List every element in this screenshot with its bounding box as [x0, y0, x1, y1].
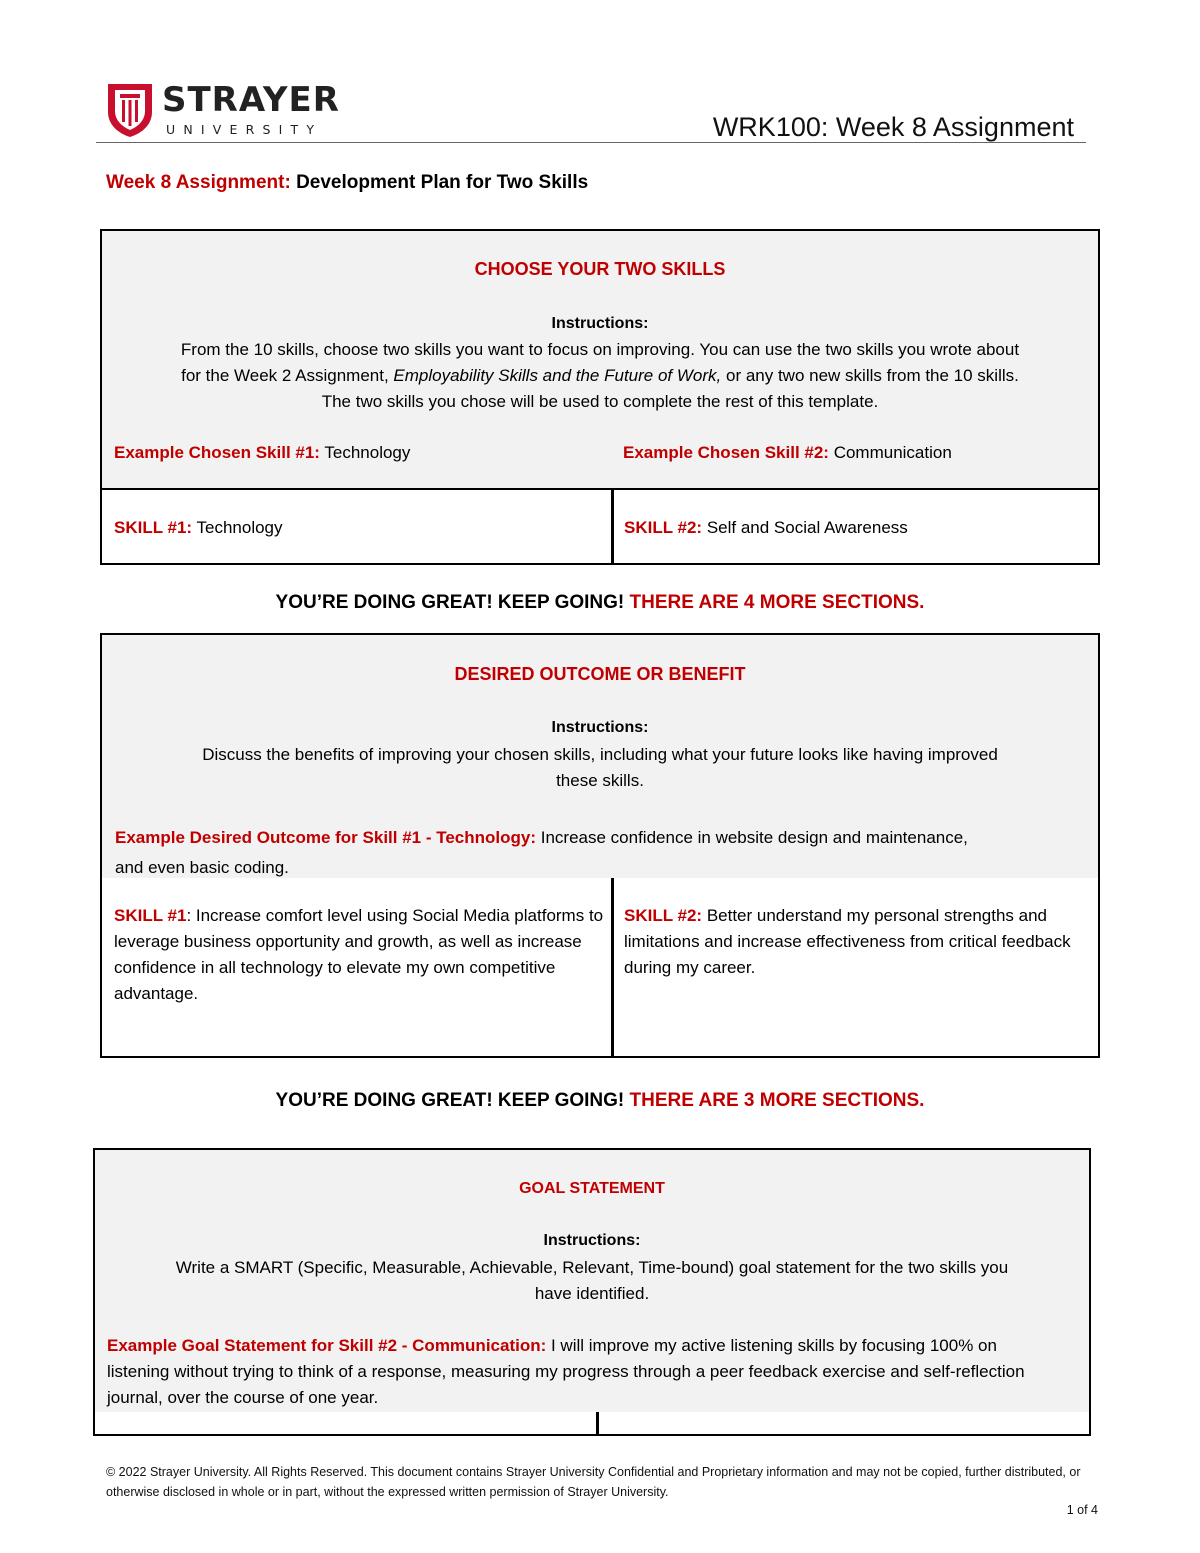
progress-highlight: THERE ARE 3 MORE SECTIONS. [624, 1090, 925, 1111]
logo-wordmark: STRAYER [162, 80, 340, 120]
skill-2-field[interactable] [624, 515, 908, 541]
instructions-label: Instructions: [551, 315, 649, 332]
example-skill-value: Technology [319, 443, 411, 462]
instructions-text-part: for the Week 2 Assignment, [181, 366, 394, 385]
example-outcome [115, 823, 1090, 883]
example-value: and even basic coding. [115, 858, 289, 877]
example-value: I will improve my active listening skills by focusing 100% on listening without trying to think of a response, measuring my progress through a peer feedback exercise and self-reflection journal, over the course of one year. [107, 1336, 1025, 1407]
document-title-label: Week 8 Assignment: [106, 172, 291, 193]
instructions-line: From the 10 skills, choose two skills you want to focus on improving. You can use the two skills you wrote about [180, 340, 1020, 359]
instructions-line: The two skills you chose will be used to complete the rest of this template. [321, 392, 879, 411]
divider [611, 488, 614, 563]
skill-label: SKILL #2: [624, 906, 703, 925]
skill-1-field[interactable] [114, 515, 283, 541]
course-title: WRK100: Week 8 Assignment [712, 112, 1074, 142]
instructions-line: Discuss the benefits of improving your chosen skills, including what your future looks like having improved [202, 745, 998, 764]
skill-label: SKILL #1 [114, 906, 187, 925]
document-title [106, 172, 588, 194]
progress-text: YOU’RE DOING GREAT! KEEP GOING! [275, 1090, 625, 1111]
example-label: Example Goal Statement for Skill #2 - Communication: [107, 1336, 547, 1355]
skill-value: Self and Social Awareness [702, 518, 908, 537]
goal-statement-section [93, 1148, 1091, 1436]
assignment-title-italic: Employability Skills and the Future of Work, [393, 366, 722, 385]
skill-label: SKILL #2: [624, 518, 703, 537]
example-goal [107, 1333, 1037, 1411]
skill-1-outcome-field[interactable] [114, 903, 604, 1007]
skill-value: : Increase comfort level using Social Media platforms to leverage business opportunity and growth, as well as increase confidence in all technology to elevate my own competitive advantage. [114, 906, 604, 1003]
progress-message [0, 1090, 1200, 1112]
example-label: Example Desired Outcome for Skill #1 - Technology: [115, 828, 537, 847]
instructions-label: Instructions: [551, 719, 649, 736]
example-skill-2 [623, 440, 952, 466]
section-title: DESIRED OUTCOME OR BENEFIT [454, 664, 746, 684]
instructions-text-part: or any two new skills from the 10 skills. [721, 366, 1019, 385]
instructions-text [102, 337, 1098, 415]
header-divider [96, 142, 1086, 143]
divider [102, 488, 1098, 490]
instructions-text [95, 1255, 1089, 1307]
choose-skills-header [102, 231, 1098, 488]
example-skill-value: Communication [828, 443, 952, 462]
instructions-line: these skills. [556, 771, 644, 790]
copyright-notice: © 2022 Strayer University. All Rights Reserved. This document contains Strayer University Confidential and Proprietary information and may not be copied, further distributed, or otherwise disclosed in whole or in part, without the expressed written permission of Strayer University. [106, 1465, 1081, 1499]
instructions-label: Instructions: [543, 1232, 641, 1249]
progress-text: YOU’RE DOING GREAT! KEEP GOING! [275, 592, 625, 613]
logo-subtitle: UNIVERSITY [166, 122, 323, 137]
skill-label: SKILL #1: [114, 518, 193, 537]
skill-2-outcome-field[interactable] [624, 903, 1084, 981]
desired-outcome-header [102, 635, 1098, 878]
instructions-line: have identified. [534, 1284, 650, 1303]
skill-value: Technology [192, 518, 283, 537]
example-skill-1 [114, 440, 410, 466]
section-title: CHOOSE YOUR TWO SKILLS [474, 259, 726, 279]
document-title-text: Development Plan for Two Skills [296, 172, 589, 193]
progress-highlight: THERE ARE 4 MORE SECTIONS. [624, 592, 925, 613]
choose-skills-section [100, 229, 1100, 565]
progress-message [0, 592, 1200, 614]
shield-logo-icon [106, 82, 154, 138]
desired-outcome-section [100, 633, 1100, 1058]
divider [611, 878, 614, 1056]
section-title: GOAL STATEMENT [519, 1180, 665, 1197]
skill-value: Better understand my personal strengths and limitations and increase effectiveness from critical feedback during my career. [624, 906, 1071, 977]
example-skill-label: Example Chosen Skill #2: [623, 443, 829, 462]
instructions-text [102, 742, 1098, 794]
example-skill-label: Example Chosen Skill #1: [114, 443, 320, 462]
instructions-line: Write a SMART (Specific, Measurable, Achievable, Relevant, Time-bound) goal statement for the two skills you [175, 1258, 1009, 1277]
example-value: Increase confidence in website design and maintenance, [536, 828, 968, 847]
divider [596, 1412, 599, 1434]
goal-statement-header [95, 1150, 1089, 1412]
instructions-line [102, 363, 1098, 389]
page-number: 1 of 4 [1066, 1503, 1098, 1517]
